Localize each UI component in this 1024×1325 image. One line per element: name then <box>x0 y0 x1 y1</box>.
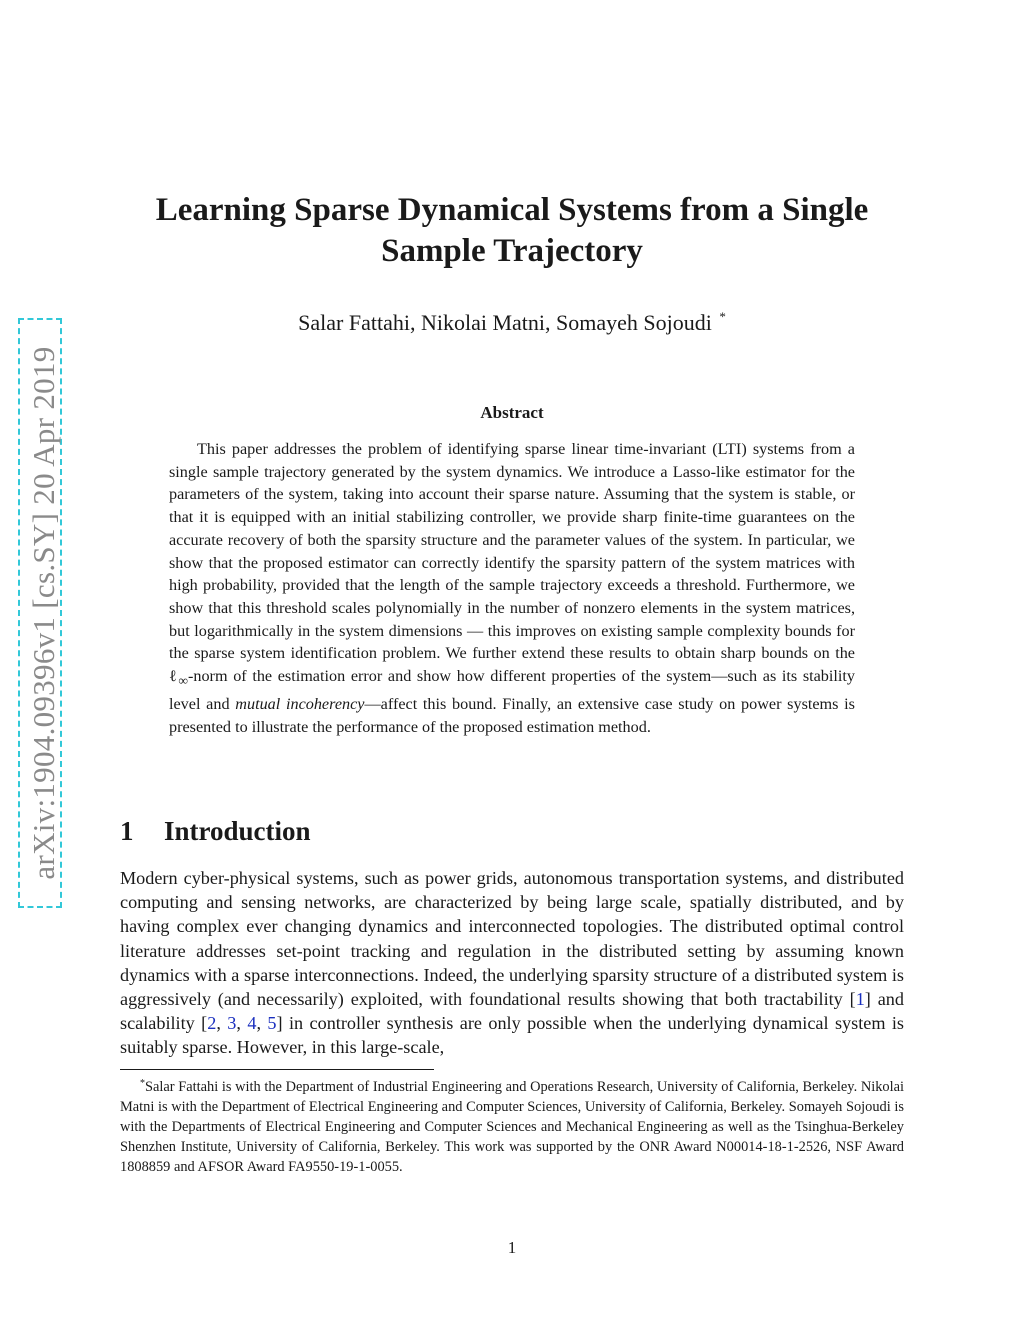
citation-link[interactable]: 3 <box>227 1013 237 1034</box>
citation-separator: , <box>216 1013 228 1034</box>
author-footnote <box>120 1074 904 1177</box>
abstract-text <box>169 438 855 738</box>
abstract-part-1: This paper addresses the problem of identifying sparse linear time-invariant (LTI) systems from a single sample trajectory generated by the system dynamics. We introduce a Lasso-like estimator for the parameters of the system, taking into account their sparse nature. Assuming that the system is stable, or that it is equipped with an initial stabilizing controller, we provide sharp finite-time guarantees on the accurate recovery of both the sparsity structure and the parameter values of the system. In particular, we show that the proposed estimator can correctly identify the sparsity pattern of the system matrices with high probability, provided that the length of the sample trajectory exceeds a threshold. Furthermore, we show that this threshold scales polynomially in the number of nonzero elements in the system matrices, but logarithmically in the system dimensions — this improves on existing sample complexity bounds for the sparse system identification problem. We further extend these results to obtain sharp bounds on the ℓ <box>169 440 855 686</box>
abstract-heading: Abstract <box>480 403 544 422</box>
section-heading-introduction <box>120 813 311 849</box>
intro-text-2: ] and scalability [ <box>120 989 904 1034</box>
section-number: 1 <box>120 816 134 846</box>
citation-link[interactable]: 2 <box>207 1013 217 1034</box>
arxiv-identifier[interactable]: arXiv:1904.09396v1 [cs.SY] 20 Apr 2019 <box>26 346 61 880</box>
page-number: 1 <box>507 1238 517 1257</box>
author-names: Salar Fattahi, Nikolai Matni, Somayeh Sojoudi <box>298 310 712 335</box>
abstract-italic-term: mutual incoherency <box>235 694 365 713</box>
introduction-paragraph <box>120 866 904 1060</box>
footnote-mark: * <box>140 1078 145 1089</box>
citation-link[interactable]: 4 <box>247 1013 257 1034</box>
norm-subscript: ∞ <box>178 673 188 689</box>
abstract-part-3: —affect this bound. Finally, an extensive case study on power systems is presented to illustrate the performance of the proposed estimation method. <box>169 694 855 736</box>
citation-link[interactable]: 1 <box>855 989 865 1010</box>
citation-separator: , <box>256 1013 268 1034</box>
intro-text-3: ] in controller synthesis are only possible when the underlying dynamical system is suitably sparse. However, in this large-scale, <box>120 1013 905 1058</box>
citation-separator: , <box>236 1013 248 1034</box>
author-line <box>120 303 904 337</box>
abstract-part-2: -norm of the estimation error and show how different properties of the system—such as its stability level and <box>169 667 855 713</box>
section-title: Introduction <box>164 816 311 846</box>
intro-text-1: Modern cyber-physical systems, such as power grids, autonomous transportation systems, and distributed computing and sensing networks, are characterized by being large scale, spatially distributed, and by having complex ever changing dynamics and interconnected topologies. The distributed optimal control literature addresses set-point tracking and regulation in the distributed setting by assuming known dynamics with a sparse interconnections. Indeed, the underlying sparsity structure of a distributed system is aggressively (and necessarily) exploited, with foundational results showing that both tractability [ <box>120 868 904 1010</box>
citation-link[interactable]: 5 <box>267 1013 277 1034</box>
footnote-text: Salar Fattahi is with the Department of Industrial Engineering and Operations Research, University of California, Berkeley. Nikolai Matni is with the Department of Electrical Engineering and Computer Sciences, University of California, Berkeley. Somayeh Sojoudi is with the Departments of Electrical Engineering and Computer Sciences and Mechanical Engineering as well as the Tsinghua-Berkeley Shenzhen Institute, University of California, Berkeley. This work was supported by the ONR Award N00014-18-1-2526, NSF Award 1808859 and AFSOR Award FA9550-19-1-0055. <box>120 1079 904 1176</box>
footnote-rule <box>120 1069 434 1070</box>
paper-title: Learning Sparse Dynamical Systems from a Single Sample Trajectory <box>155 192 869 269</box>
author-footnote-mark[interactable]: * <box>719 309 726 324</box>
